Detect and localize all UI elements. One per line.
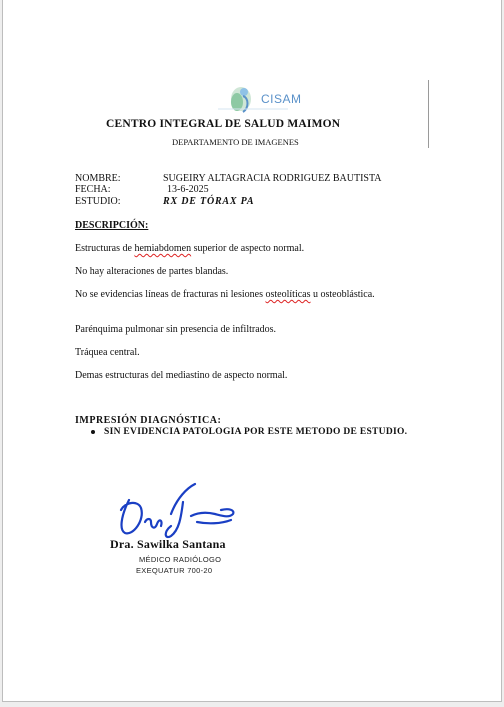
doctor-role: MÉDICO RADIÓLOGO — [139, 555, 222, 564]
description-paragraph-3 — [75, 289, 405, 301]
doctor-name: Dra. Sawilka Santana — [110, 537, 226, 551]
description-paragraph-2: No hay alteraciones de partes blandas. — [75, 266, 229, 277]
description-paragraph-6: Demas estructuras del mediastino de aspecto normal. — [75, 370, 288, 381]
name-value: SUGEIRY ALTAGRACIA RODRIGUEZ BAUTISTA — [163, 173, 382, 184]
margin-marker — [428, 80, 429, 148]
text-segment: Estructuras de — [75, 243, 135, 254]
name-label: NOMBRE: — [75, 173, 121, 184]
impression-item — [91, 427, 407, 437]
signature-image — [111, 478, 241, 540]
date-label: FECHA: — [75, 184, 111, 195]
impression-title: IMPRESIÓN DIAGNÓSTICA: — [75, 415, 222, 426]
document-page — [2, 0, 502, 702]
impression-item-text: SIN EVIDENCIA PATOLOGIA POR ESTE METODO DE ESTUDIO. — [104, 427, 408, 437]
study-value: RX DE TÓRAX PA — [163, 196, 255, 207]
description-paragraph-1 — [75, 243, 405, 255]
spellcheck-word: hemiabdomen — [134, 243, 192, 254]
institution-name: CENTRO INTEGRAL DE SALUD MAIMON — [106, 118, 341, 130]
bullet-icon — [91, 430, 95, 434]
description-title: DESCRIPCIÓN: — [75, 220, 149, 231]
department-name: DEPARTAMENTO DE IMAGENES — [172, 137, 299, 147]
spellcheck-word: osteolíticas — [265, 289, 311, 300]
logo-text: CISAM — [261, 92, 302, 106]
text-segment: No se evidencias líneas de fracturas ni lesiones — [75, 289, 266, 300]
text-segment: superior de aspecto normal. — [191, 243, 305, 254]
text-segment: u osteoblástica. — [310, 289, 375, 300]
description-paragraph-5: Tráquea central. — [75, 347, 140, 358]
description-paragraph-4: Parénquima pulmonar sin presencia de infiltrados. — [75, 324, 277, 335]
study-label: ESTUDIO: — [75, 196, 121, 207]
doctor-exequatur: EXEQUATUR 700-20 — [136, 566, 213, 575]
date-value: 13-6-2025 — [167, 184, 209, 195]
